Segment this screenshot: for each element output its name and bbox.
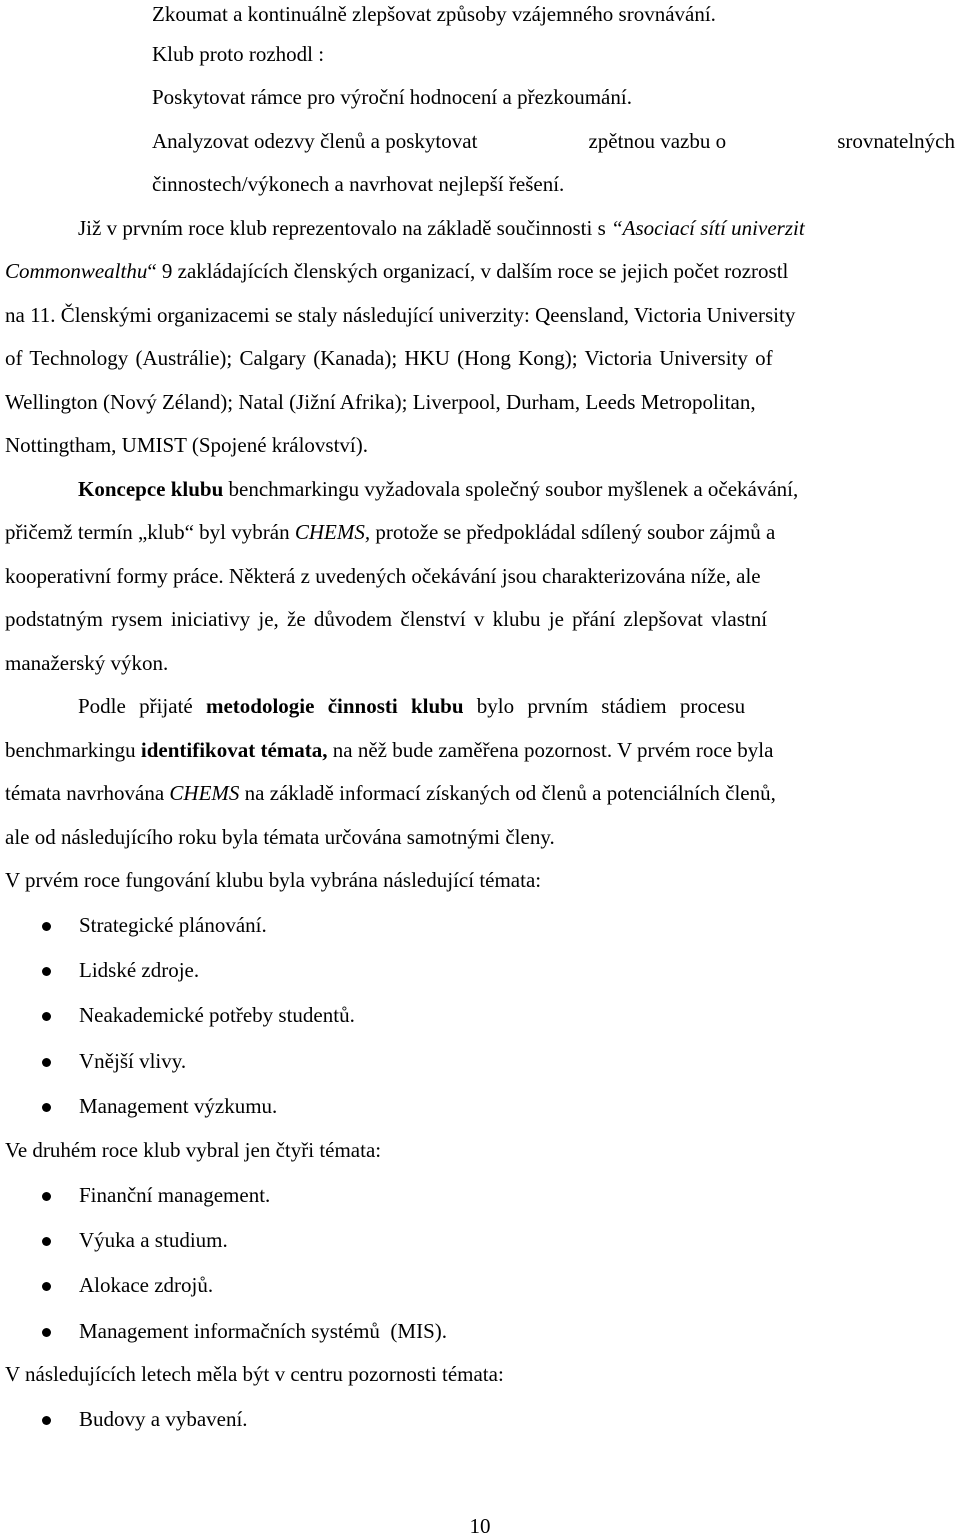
italic-segment: Commonwealthu [5,259,148,283]
paragraph-line [5,518,955,546]
paragraph-line [78,475,955,503]
list-item-label: Vnější vlivy. [79,1049,187,1073]
paragraph-line: podstatným rysem iniciativy je, že důvodem členství v klubu je přání zlepšovat vlastní [5,607,768,631]
bullet-icon [42,1012,51,1021]
bold-segment: Koncepce klubu [78,477,224,501]
list-heading: Ve druhém roce klub vybral jen čtyři témata: [5,1138,382,1162]
list-item-label: Lidské zdroje. [79,958,200,982]
paragraph-line [5,779,955,807]
list-heading: V prvém roce fungování klubu byla vybrána následující témata: [5,868,542,892]
bullet-icon [42,1237,51,1246]
text-segment: zpětnou vazbu o [588,129,727,153]
paragraph-line [5,736,955,764]
paragraph-line [78,692,955,720]
text-segment: protože se předpokládal sdílený soubor zájmů a [370,520,776,544]
intro-line-justified [152,127,955,155]
text-segment: benchmarkingu vyžadovala společný soubor myšlenek a očekávání, [223,477,799,501]
paragraph-line: kooperativní formy práce. Některá z uvedených očekávání jsou charakterizována níže, ale [5,564,761,588]
list-item-label: Finanční management. [79,1183,271,1207]
bullet-icon [42,922,51,931]
bullet-icon [42,1058,51,1067]
italic-segment: “Asociací sítí univerzit [611,216,805,240]
list-heading: V následujících letech měla být v centru pozornosti témata: [5,1362,504,1386]
italic-segment: CHEMS, [294,520,371,544]
intro-line: Zkoumat a kontinuálně zlepšovat způsoby vzájemného srovnávání. [152,2,716,26]
text-segment: Analyzovat odezvy členů a poskytovat [152,129,478,153]
list-item-label: Výuka a studium. [79,1228,228,1252]
list-item-label: Strategické plánování. [79,913,267,937]
bold-segment: metodologie činnosti klubu [205,694,464,718]
bold-segment: identifikovat témata, [140,738,328,762]
list-item-label: Alokace zdrojů. [79,1273,214,1297]
text-segment: Již v prvním roce klub reprezentovalo na základě součinnosti s [78,216,611,240]
text-segment: benchmarkingu [5,738,141,762]
paragraph-line [5,257,955,285]
paragraph-line [78,214,955,242]
text-segment: Podle přijaté [78,694,206,718]
intro-line: činnostech/výkonech a navrhovat nejlepší řešení. [152,172,565,196]
page-number: 10 [469,1514,491,1538]
intro-line: Klub proto rozhodl : [152,42,325,66]
text-segment: témata navrhována [5,781,170,805]
paragraph-line: na 11. Členskými organizacemi se staly následující univerzity: Qeensland, Victoria University [5,303,796,327]
bullet-icon [42,1192,51,1201]
text-segment: na základě informací získaných od členů a potenciálních členů, [239,781,776,805]
bullet-icon [42,1328,51,1337]
paragraph-line: manažerský výkon. [5,651,169,675]
bullet-icon [42,967,51,976]
paragraph-line: Wellington (Nový Zéland); Natal (Jižní Afrika); Liverpool, Durham, Leeds Metropolitan, [5,390,756,414]
text-segment: bylo prvním stádiem procesu [463,694,746,718]
bullet-icon [42,1416,51,1425]
list-item-label: Neakademické potřeby studentů. [79,1003,355,1027]
list-item-label: Management výzkumu. [79,1094,278,1118]
intro-line: Poskytovat rámce pro výroční hodnocení a přezkoumání. [152,85,632,109]
text-segment: “ 9 zakládajících členských organizací, v dalším roce se jejich počet rozrostl [147,259,789,283]
text-segment: přičemž termín „klub“ byl vybrán [5,520,295,544]
bullet-icon [42,1103,51,1112]
paragraph-line: Nottingtham, UMIST (Spojené království). [5,433,368,457]
text-segment: na něž bude zaměřena pozornost. V prvém roce byla [327,738,774,762]
list-item-label: Management informačních systémů (MIS). [79,1319,447,1343]
text-segment: srovnatelných [837,129,955,153]
paragraph-line: ale od následujícího roku byla témata určována samotnými členy. [5,825,555,849]
list-item-label: Budovy a vybavení. [79,1407,248,1431]
bullet-icon [42,1282,51,1291]
italic-segment: CHEMS [169,781,240,805]
paragraph-line: of Technology (Austrálie); Calgary (Kanada); HKU (Hong Kong); Victoria University of [5,346,773,370]
